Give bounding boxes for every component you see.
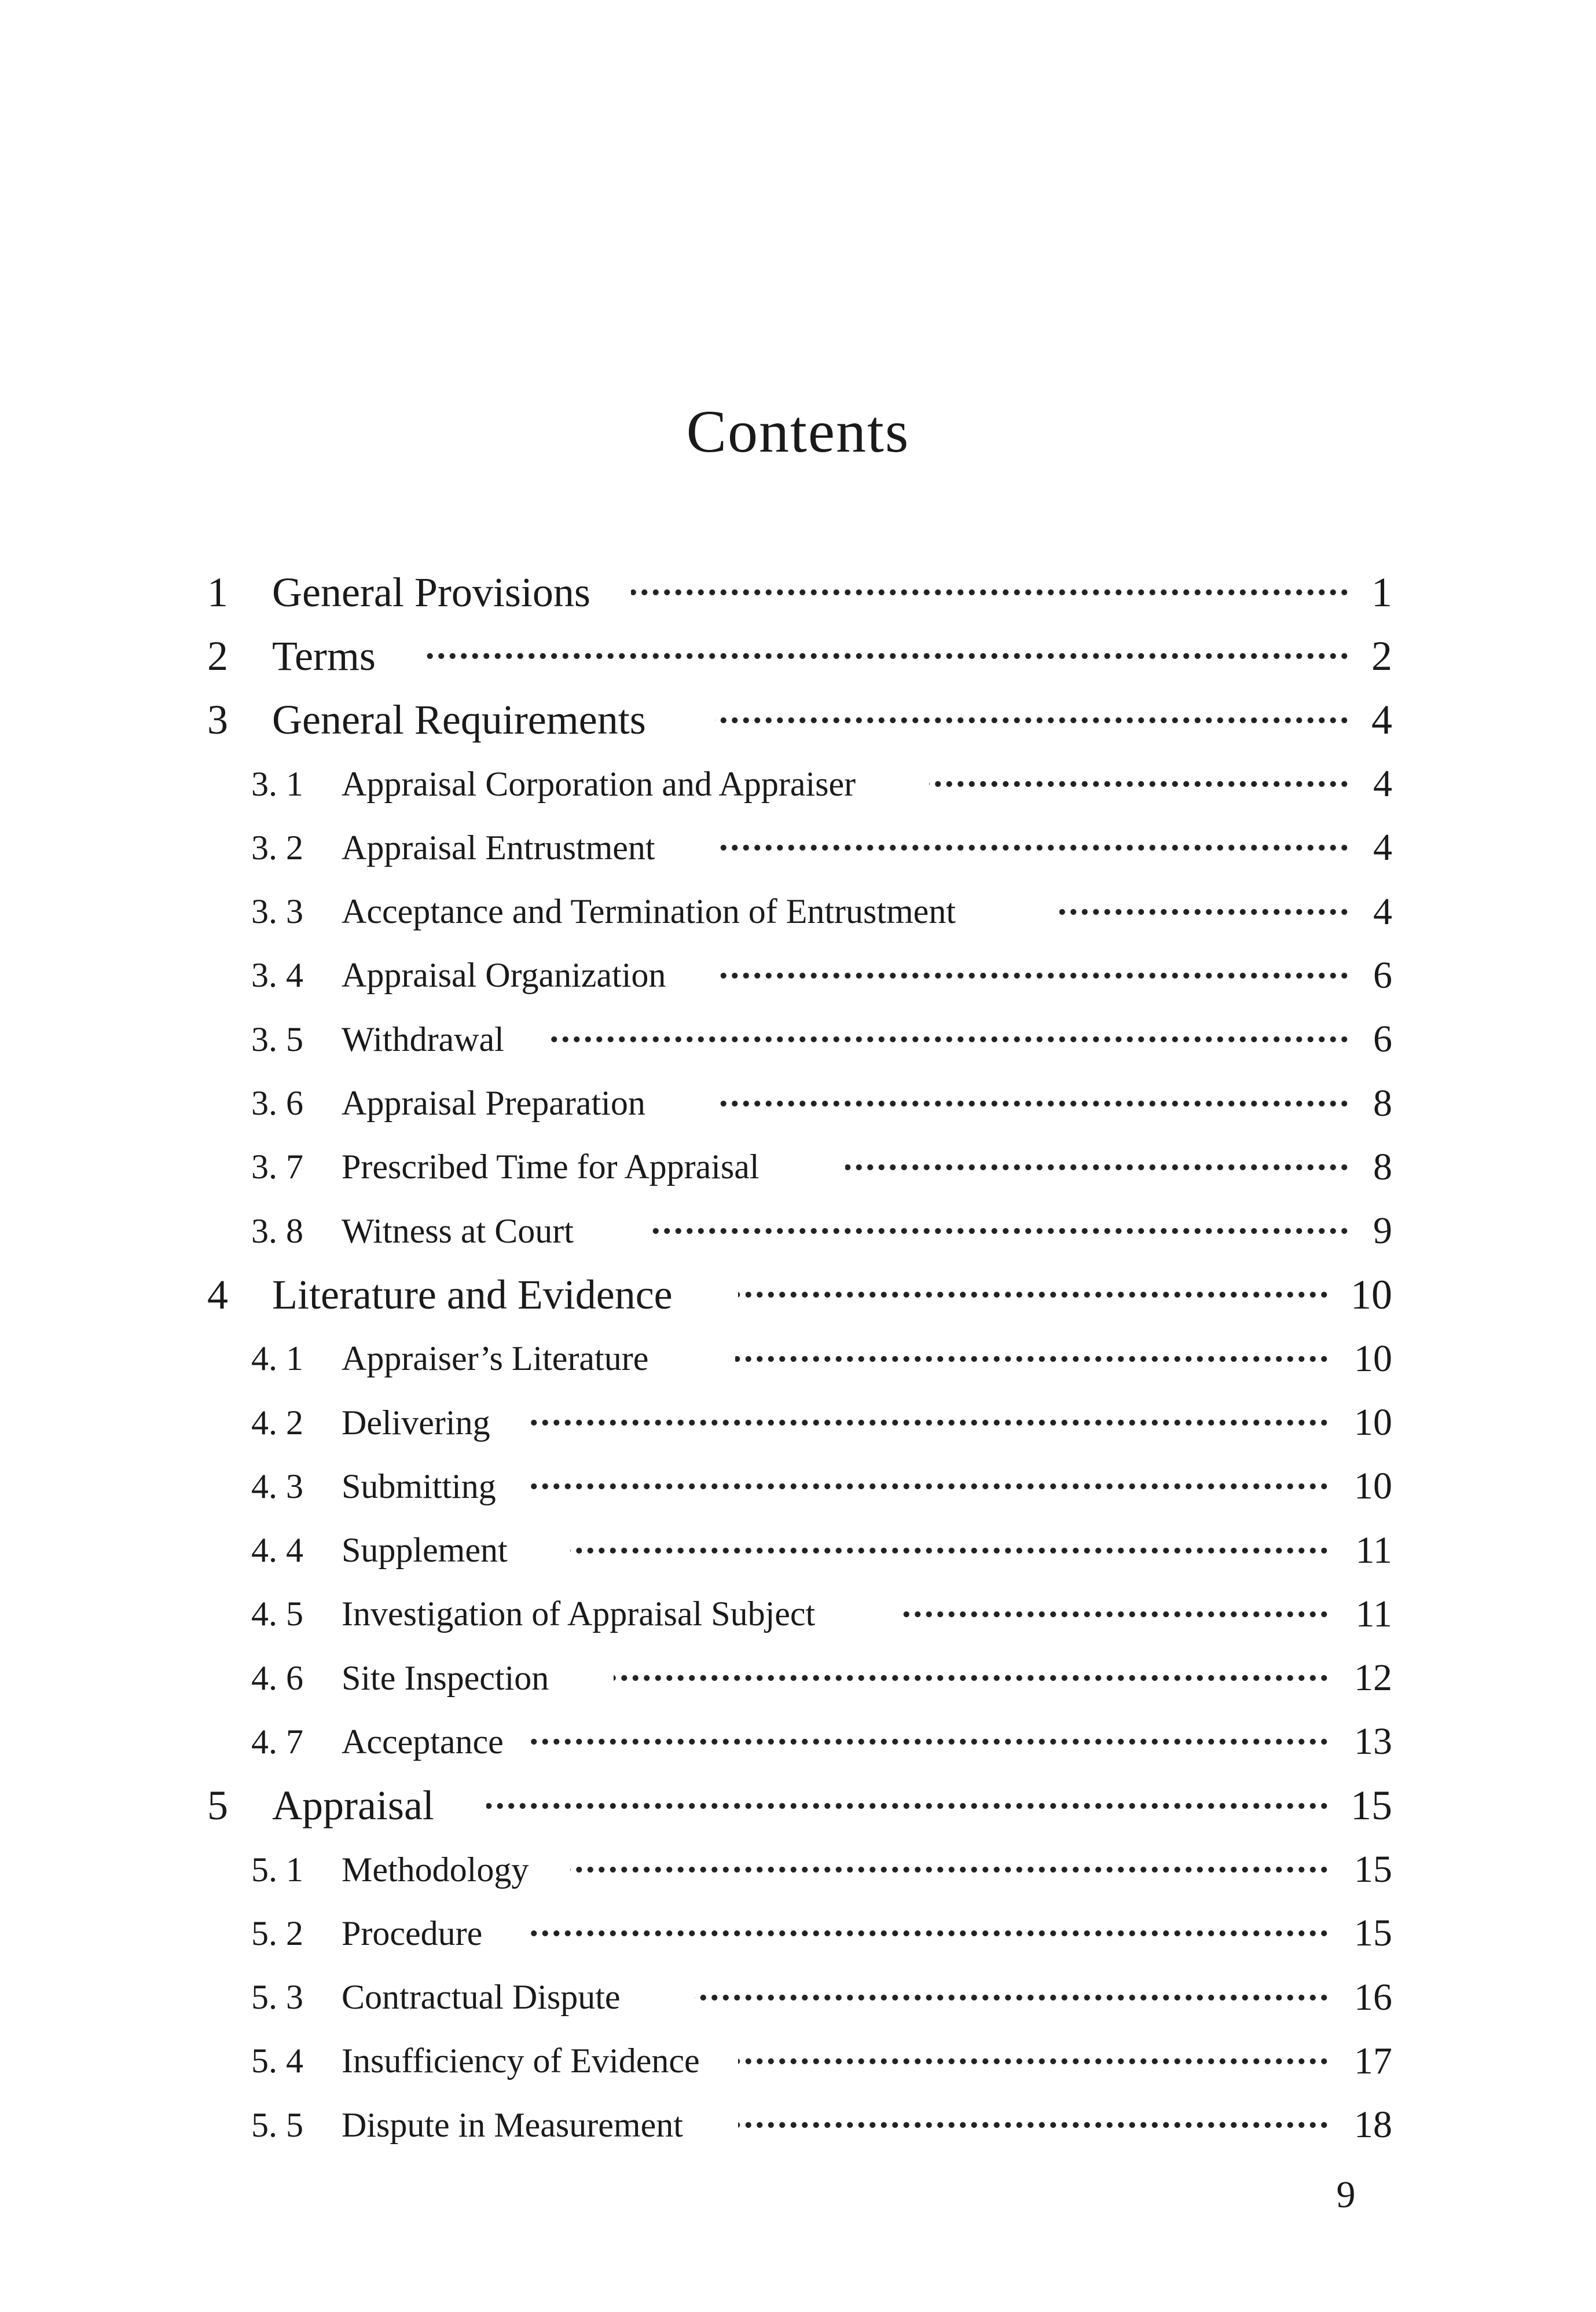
toc-entry-number: 5. 4 xyxy=(251,2042,303,2080)
toc-entry-number: 3. 6 xyxy=(251,1084,303,1123)
toc-entry-title[interactable]: Methodology xyxy=(342,1850,529,1889)
toc-entry-page: 8 xyxy=(1373,1082,1392,1124)
toc-entry-title[interactable]: Site Inspection xyxy=(342,1658,549,1697)
toc-chapter-row[interactable] xyxy=(0,688,1596,752)
toc-entry-number: 3. 7 xyxy=(251,1148,303,1186)
table-of-contents xyxy=(0,560,1596,2157)
toc-entry-title[interactable]: Procedure xyxy=(342,1914,483,1952)
toc-entry-page: 18 xyxy=(1354,2104,1392,2146)
toc-entry-page: 6 xyxy=(1373,1018,1392,1061)
dot-leader xyxy=(929,775,1350,793)
dot-leader xyxy=(527,1414,1330,1431)
toc-entry-number: 5. 5 xyxy=(251,2105,303,2144)
toc-entry-page: 4 xyxy=(1373,826,1392,869)
toc-entry-number: 3. 2 xyxy=(251,828,303,867)
toc-entry-page: 10 xyxy=(1351,1271,1392,1318)
toc-entry-page: 17 xyxy=(1354,2039,1392,2082)
toc-entry-page: 4 xyxy=(1373,890,1392,933)
toc-entry-number: 4. 5 xyxy=(251,1595,303,1633)
toc-entry-title[interactable]: Appraisal Entrustment xyxy=(342,828,655,867)
dot-leader xyxy=(903,1606,1330,1623)
toc-section-row[interactable] xyxy=(0,1710,1596,1774)
toc-entry-title[interactable]: Witness at Court xyxy=(342,1211,574,1250)
toc-entry-page: 10 xyxy=(1354,1465,1392,1508)
dot-leader xyxy=(527,1478,1330,1495)
toc-entry-number: 5. 3 xyxy=(251,1978,303,2017)
toc-entry-page: 8 xyxy=(1373,1145,1392,1188)
toc-section-row[interactable] xyxy=(0,1327,1596,1391)
toc-entry-number: 4. 7 xyxy=(251,1722,303,1761)
toc-section-row[interactable] xyxy=(0,752,1596,816)
toc-entry-title[interactable]: Appraisal Preparation xyxy=(342,1084,645,1123)
toc-entry-page: 10 xyxy=(1354,1337,1392,1380)
toc-entry-number: 5 xyxy=(207,1782,228,1829)
dot-leader xyxy=(651,1222,1350,1240)
toc-entry-title[interactable]: Dispute in Measurement xyxy=(342,2105,683,2144)
toc-entry-number: 3. 1 xyxy=(251,764,303,803)
toc-chapter-row[interactable] xyxy=(0,1774,1596,1838)
toc-entry-title[interactable]: Contractual Dispute xyxy=(342,1978,621,2017)
dot-leader xyxy=(550,1031,1350,1048)
toc-entry-title[interactable]: Withdrawal xyxy=(342,1020,504,1058)
toc-entry-number: 4. 3 xyxy=(251,1467,303,1505)
toc-entry-page: 12 xyxy=(1354,1657,1392,1699)
dot-leader xyxy=(735,1350,1330,1368)
toc-section-row[interactable] xyxy=(0,1901,1596,1965)
toc-section-row[interactable] xyxy=(0,1199,1596,1263)
dot-leader xyxy=(631,584,1350,601)
toc-entry-title[interactable]: General Provisions xyxy=(272,569,590,615)
dot-leader xyxy=(527,1925,1330,1942)
toc-entry-page: 13 xyxy=(1354,1720,1392,1763)
toc-entry-page: 9 xyxy=(1373,1210,1392,1252)
toc-section-row[interactable] xyxy=(0,1135,1596,1199)
toc-entry-number: 4 xyxy=(207,1271,228,1318)
toc-entry-number: 3. 5 xyxy=(251,1020,303,1058)
toc-section-row[interactable] xyxy=(0,816,1596,880)
toc-entry-page: 6 xyxy=(1373,954,1392,996)
toc-entry-number: 5. 2 xyxy=(251,1914,303,1952)
dot-leader xyxy=(738,2053,1330,2070)
toc-entry-number: 4. 4 xyxy=(251,1531,303,1570)
dot-leader xyxy=(425,647,1350,665)
toc-entry-page: 15 xyxy=(1354,1912,1392,1955)
toc-entry-number: 2 xyxy=(207,632,228,679)
toc-entry-page: 1 xyxy=(1371,569,1392,615)
dot-leader xyxy=(718,1095,1350,1112)
toc-section-row[interactable] xyxy=(0,1007,1596,1071)
toc-entry-title[interactable]: Investigation of Appraisal Subject xyxy=(342,1595,816,1633)
toc-chapter-row[interactable] xyxy=(0,560,1596,624)
toc-section-row[interactable] xyxy=(0,880,1596,943)
toc-entry-title[interactable]: Submitting xyxy=(342,1467,496,1505)
dot-leader xyxy=(570,1542,1330,1559)
toc-entry-page: 15 xyxy=(1354,1848,1392,1891)
page-title: Contents xyxy=(686,398,910,465)
toc-section-row[interactable] xyxy=(0,2093,1596,2157)
toc-entry-number: 3 xyxy=(207,697,228,743)
dot-leader xyxy=(738,2116,1330,2134)
page-number: 9 xyxy=(1336,2174,1356,2216)
toc-entry-number: 3. 3 xyxy=(251,892,303,931)
toc-chapter-row[interactable] xyxy=(0,1263,1596,1327)
toc-entry-title[interactable]: Appraisal Corporation and Appraiser xyxy=(342,764,856,803)
toc-entry-title[interactable]: Supplement xyxy=(342,1531,508,1570)
dot-leader xyxy=(527,1733,1330,1750)
toc-entry-page: 10 xyxy=(1354,1401,1392,1443)
toc-entry-number: 4. 1 xyxy=(251,1339,303,1378)
toc-entry-page: 4 xyxy=(1371,697,1392,743)
toc-entry-title[interactable]: Acceptance and Termination of Entrustment xyxy=(342,892,956,931)
toc-section-row[interactable] xyxy=(0,1391,1596,1454)
dot-leader xyxy=(570,1861,1330,1878)
toc-entry-title[interactable]: Literature and Evidence xyxy=(272,1271,673,1318)
toc-section-row[interactable] xyxy=(0,1646,1596,1710)
toc-entry-page: 16 xyxy=(1354,1976,1392,2018)
toc-entry-title[interactable]: Prescribed Time for Appraisal xyxy=(342,1148,760,1186)
toc-section-row[interactable] xyxy=(0,944,1596,1007)
toc-entry-title[interactable]: General Requirements xyxy=(272,697,646,743)
dot-leader xyxy=(715,712,1350,729)
toc-entry-number: 4. 6 xyxy=(251,1658,303,1697)
toc-entry-number: 3. 4 xyxy=(251,956,303,995)
dot-leader xyxy=(738,1286,1330,1303)
toc-section-row[interactable] xyxy=(0,2029,1596,2093)
toc-section-row[interactable] xyxy=(0,1071,1596,1135)
dot-leader xyxy=(845,1159,1350,1176)
toc-entry-page: 11 xyxy=(1355,1592,1392,1635)
toc-entry-title[interactable]: Insufficiency of Evidence xyxy=(342,2042,700,2080)
toc-chapter-row[interactable] xyxy=(0,624,1596,688)
dot-leader xyxy=(695,1989,1330,2006)
toc-section-row[interactable] xyxy=(0,1518,1596,1582)
toc-entry-page: 4 xyxy=(1373,763,1392,805)
toc-entry-title[interactable]: Appraisal Organization xyxy=(342,956,666,995)
dot-leader xyxy=(1059,903,1350,921)
toc-entry-title[interactable]: Delivering xyxy=(342,1403,490,1442)
toc-entry-title[interactable]: Acceptance xyxy=(342,1722,504,1761)
toc-section-row[interactable] xyxy=(0,1454,1596,1518)
toc-entry-number: 3. 8 xyxy=(251,1211,303,1250)
toc-entry-title[interactable]: Terms xyxy=(272,632,376,679)
toc-entry-page: 15 xyxy=(1351,1782,1392,1829)
toc-section-row[interactable] xyxy=(0,1966,1596,2029)
dot-leader xyxy=(718,839,1350,856)
toc-entry-title[interactable]: Appraisal xyxy=(272,1782,434,1829)
toc-entry-page: 11 xyxy=(1355,1529,1392,1571)
toc-section-row[interactable] xyxy=(0,1582,1596,1646)
toc-section-row[interactable] xyxy=(0,1838,1596,1901)
dot-leader xyxy=(718,967,1350,984)
toc-entry-number: 5. 1 xyxy=(251,1850,303,1889)
toc-entry-number: 1 xyxy=(207,569,228,615)
toc-entry-page: 2 xyxy=(1371,632,1392,679)
toc-entry-title[interactable]: Appraiser’s Literature xyxy=(342,1339,649,1378)
dot-leader xyxy=(486,1797,1330,1815)
toc-entry-number: 4. 2 xyxy=(251,1403,303,1442)
dot-leader xyxy=(614,1669,1330,1687)
